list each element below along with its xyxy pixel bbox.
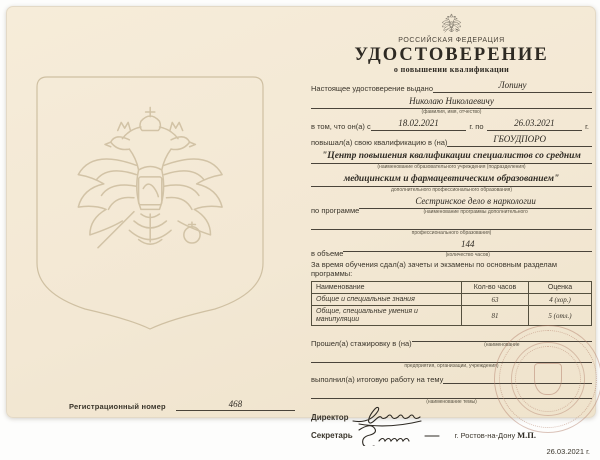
- institution-abbr-value: ГБОУДПОРО: [447, 134, 592, 147]
- marks-header-name: Наименование: [312, 282, 462, 294]
- marks-row2-name: Общие, специальные умения и манипуляции: [312, 306, 462, 326]
- director-row: [311, 408, 592, 426]
- program-value: Сестринское дело в наркологии: [359, 196, 592, 209]
- table-row: [312, 306, 592, 326]
- internship-continuation-row: [311, 351, 592, 369]
- institution-line2-row: [311, 173, 592, 193]
- marks-row2-grade: 5 (отл.): [529, 306, 592, 326]
- period-suffix-label: г.: [585, 122, 590, 131]
- issued-label: Настоящее удостоверение выдано: [311, 84, 433, 93]
- thesis-hint: (наименование темы): [426, 399, 477, 405]
- internship-hint2: предприятия, организации, учреждения): [404, 363, 499, 369]
- marks-table-header-row: [312, 282, 592, 294]
- marks-row2-hours: 81: [462, 306, 529, 326]
- institution-line2-value: медицинским и фармацевтическим образованием": [311, 173, 592, 187]
- period-row: [311, 118, 592, 131]
- signature-block: [311, 408, 592, 460]
- period-prefix-label: в том, что он(а) с: [311, 122, 371, 131]
- program-continuation-line: [311, 218, 592, 230]
- thesis-line2: [311, 387, 592, 399]
- thesis-continuation-row: [311, 387, 592, 405]
- date-to-value: 26.03.2021: [487, 118, 583, 131]
- institution-line1-value: "Центр повышения квалификации специалистов со средним: [311, 150, 592, 164]
- period-mid-label: г. по: [469, 122, 484, 131]
- director-label: Директор: [311, 412, 349, 422]
- program-label: по программе: [311, 206, 360, 215]
- program-hint1: (наименование программы дополнительного: [423, 209, 528, 215]
- name-row: [311, 96, 592, 115]
- name-hint: (фамилия, имя, отчество): [421, 109, 482, 115]
- marks-row1-hours: 63: [462, 294, 529, 306]
- thesis-row: [311, 372, 592, 384]
- coat-of-arms-icon: [441, 12, 462, 35]
- certificate-document: [6, 6, 596, 456]
- internship-hint1: (наименование: [484, 342, 520, 348]
- certificate-subtitle: о повышении квалификации: [393, 65, 510, 74]
- issued-to-row: [311, 80, 592, 93]
- certificate-left-page: [7, 7, 307, 417]
- table-row: [312, 294, 592, 306]
- volume-value: 144: [343, 239, 592, 252]
- volume-hint: (количество часов): [445, 252, 490, 258]
- thesis-line1: [443, 372, 592, 384]
- exams-paragraph: За время обучения сдал(а) зачеты и экзамены по основным разделам программы:: [311, 260, 557, 278]
- city-label: г. Ростов-на-Дону: [454, 430, 516, 440]
- date-from-value: 18.02.2021: [371, 118, 467, 131]
- coat-of-arms-watermark-icon: [31, 71, 269, 339]
- institution-line1-row: [311, 150, 592, 170]
- marks-header-grade: Оценка: [529, 282, 592, 294]
- internship-label: Прошел(а) стажировку в (на): [311, 339, 412, 348]
- marks-row1-grade: 4 (хор.): [529, 294, 592, 306]
- volume-label: в объеме: [311, 249, 344, 258]
- thesis-label: выполнил(а) итоговую работу на тему: [311, 375, 444, 384]
- secretary-label: Секретарь: [311, 430, 353, 440]
- program-row: [311, 196, 592, 215]
- issue-date-label: 26.03.2021 г.: [546, 447, 590, 456]
- secretary-row: [311, 426, 592, 444]
- marks-header-hours: Кол-во часов: [462, 282, 529, 294]
- certificate-title: УДОСТОВЕРЕНИЕ: [354, 45, 549, 65]
- secretary-signature-icon: [355, 424, 447, 446]
- surname-value: Лопину: [433, 80, 592, 93]
- internship-line1: [412, 330, 592, 342]
- institution-hint1: (наименование образовательного учреждения (подразделения): [377, 164, 526, 170]
- country-name: РОССИЙСКАЯ ФЕДЕРАЦИЯ: [398, 37, 505, 44]
- institution-hint2: дополнительного профессионального образования): [390, 187, 513, 193]
- qualification-label: повышал(а) свою квалификацию в (на): [311, 138, 448, 147]
- program-hint2: профессионального образования): [411, 230, 492, 236]
- certificate-right-page: [311, 10, 592, 460]
- volume-row: [311, 239, 592, 258]
- qualification-row: [311, 134, 592, 147]
- marks-table: [311, 281, 592, 326]
- marks-row1-name: Общие и специальные знания: [312, 294, 462, 306]
- internship-line2: [311, 351, 592, 363]
- name-value: Николаю Николаевичу: [311, 96, 592, 109]
- program-continuation-row: [311, 218, 592, 236]
- seal-place-label: М.П.: [517, 430, 536, 440]
- internship-row: [311, 330, 592, 348]
- registration-number-row: [69, 399, 295, 411]
- registration-number-label: Регистрационный номер: [69, 402, 166, 411]
- registration-number-value: 468: [176, 399, 295, 411]
